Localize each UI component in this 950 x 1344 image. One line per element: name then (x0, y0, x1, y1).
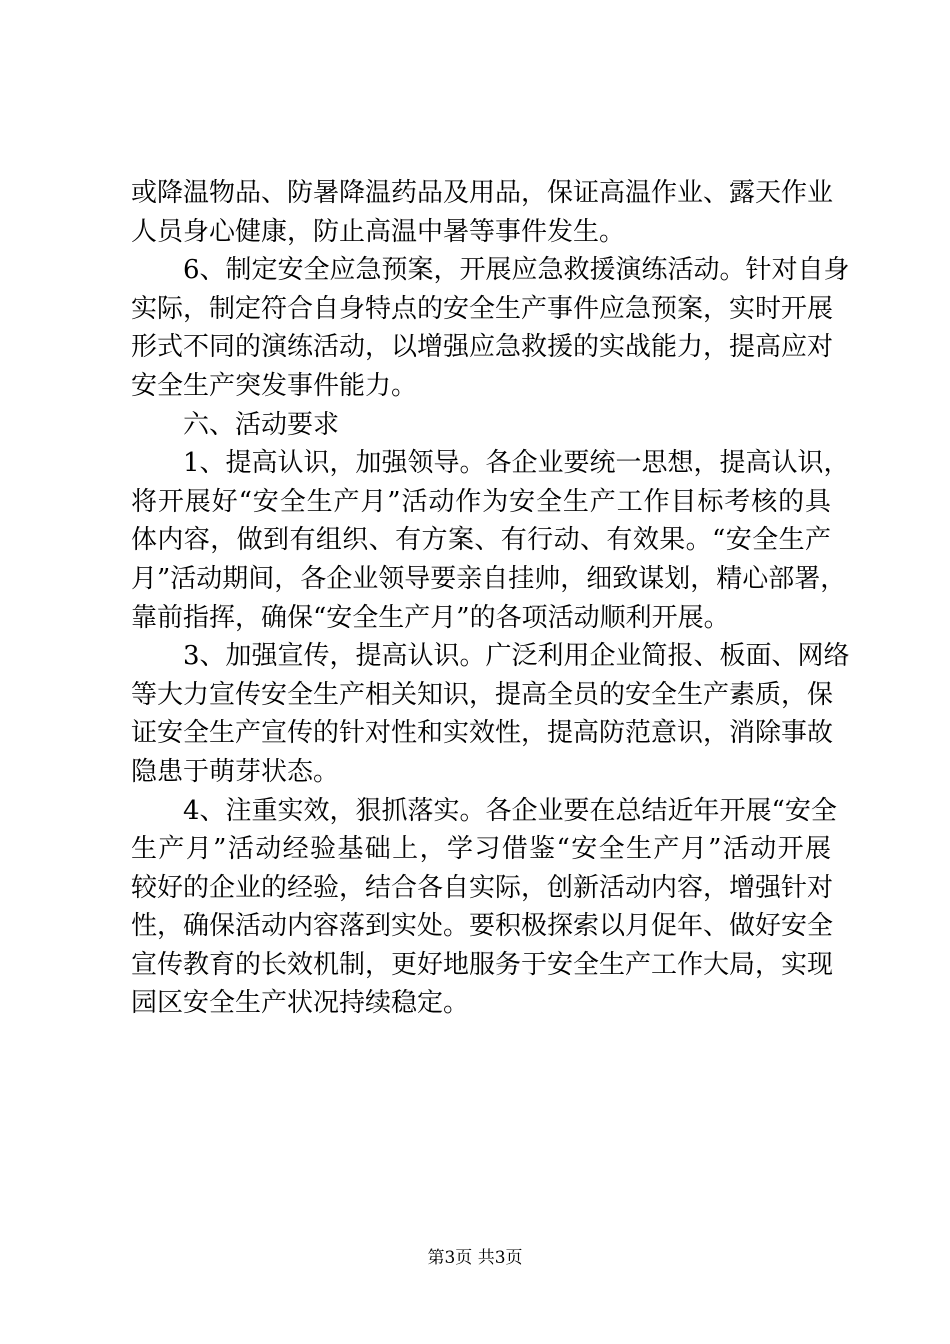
text-line: 将开展好“安全生产月”活动作为安全生产工作目标考核的具 (131, 486, 831, 517)
text-line: 形式不同的演练活动，以增强应急救援的实战能力，提高应对 (131, 332, 834, 363)
text-line: 6、制定安全应急预案，开展应急救援演练活动。针对自身 (183, 255, 850, 286)
text-line: 实际，制定符合自身特点的安全生产事件应急预案，实时开展 (131, 293, 834, 324)
text-line: 较好的企业的经验，结合各自实际，创新活动内容，增强针对 (131, 872, 834, 903)
text-line: 3、加强宣传，提高认识。广泛利用企业简报、板面、网络 (183, 641, 850, 672)
text-line: 六、活动要求 (183, 409, 340, 440)
text-line: 体内容，做到有组织、有方案、有行动、有效果。“安全生产 (131, 525, 831, 556)
text-line: 证安全生产宣传的针对性和实效性，提高防范意识，消除事故 (131, 718, 834, 749)
text-line: 性，确保活动内容落到实处。要积极探索以月促年、做好安全 (131, 911, 834, 942)
text-line: 靠前指挥，确保“安全生产月”的各项活动顺利开展。 (131, 602, 730, 633)
text-line: 隐患于萌芽状态。 (131, 756, 340, 787)
text-line: 生产月”活动经验基础上，学习借鉴“安全生产月”活动开展 (131, 834, 831, 865)
text-line: 等大力宣传安全生产相关知识，提高全员的安全生产素质，保 (131, 679, 834, 710)
text-line: 人员身心健康，防止高温中暑等事件发生。 (131, 216, 626, 247)
page-footer: 第3页 共3页 (427, 1248, 523, 1268)
text-line: 宣传教育的长效机制，更好地服务于安全生产工作大局，实现 (131, 949, 834, 980)
text-line: 园区安全生产状况持续稳定。 (131, 988, 470, 1019)
document-body (131, 174, 850, 1023)
text-line: 安全生产突发事件能力。 (131, 370, 418, 401)
text-line: 或降温物品、防暑降温药品及用品，保证高温作业、露天作业 (131, 178, 834, 208)
text-line: 4、注重实效，狠抓落实。各企业要在总结近年开展“安全 (183, 795, 837, 826)
text-line: 1、提高认识，加强领导。各企业要统一思想，提高认识， (183, 448, 850, 479)
text-line: 月”活动期间，各企业领导要亲自挂帅，细致谋划，精心部署， (131, 563, 847, 594)
